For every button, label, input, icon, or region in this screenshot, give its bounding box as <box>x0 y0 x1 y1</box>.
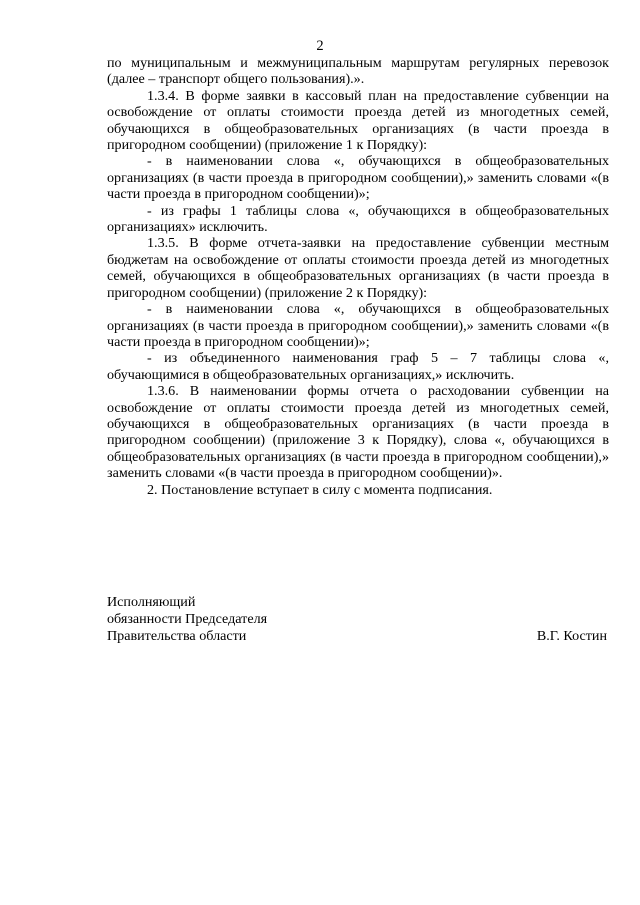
signature-title-line-3: Правительства области <box>107 627 247 644</box>
paragraph-continuation: по муниципальным и межмуниципальным маршрутам регулярных перевозок (далее – транспорт общего пользования).». <box>107 55 609 88</box>
paragraph-1-3-4-item-1: - в наименовании слова «, обучающихся в общеобразовательных организациях (в части проезда в пригородном сообщении),» заменить словами «(в части проезда в пригородном сообщении)»; <box>107 153 609 203</box>
paragraph-1-3-5-item-2: - из объединенного наименования граф 5 – 7 таблицы слова «, обучающимися в общеобразовательных организациях,» исключить. <box>107 350 609 383</box>
paragraph-1-3-4: 1.3.4. В форме заявки в кассовый план на предоставление субвенции на освобождение от оплаты стоимости проезда детей из многодетных семей, обучающихся в общеобразовательных организациях (в части проезда в пригородном сообщении) (приложение 1 к Порядку): <box>107 87 609 154</box>
paragraph-1-3-5-item-1: - в наименовании слова «, обучающихся в общеобразовательных организациях (в части проезда в пригородном сообщении),» заменить словами «(в части проезда в пригородном сообщении)»; <box>107 301 609 350</box>
signature-block <box>107 594 609 644</box>
paragraph-1-3-4-item-2: - из графы 1 таблицы слова «, обучающихся в общеобразовательных организациях» исключить. <box>107 202 609 236</box>
paragraph-1-3-5: 1.3.5. В форме отчета-заявки на предоставление субвенции местным бюджетам на освобождение от оплаты стоимости проезда детей из многодетных семей, обучающихся в общеобразовательных организациях (в части проезда в пригородном сообщении) (приложение 2 к Порядку): <box>107 235 609 301</box>
page-number: 2 <box>316 38 324 54</box>
paragraph-2: 2. Постановление вступает в силу с момента подписания. <box>147 481 493 498</box>
signatory-name: В.Г. Костин <box>536 627 607 644</box>
signature-row <box>107 628 609 645</box>
paragraph-1-3-6: 1.3.6. В наименовании формы отчета о расходовании субвенции на освобождение от оплаты стоимости проезда детей из многодетных семей, обучающихся в общеобразовательных организациях (в части проезда в пригородном сообщении) (приложение 3 к Порядку), слова «, обучающихся в общеобразовательных организациях (в части проезда в пригородном сообщении),» заменить словами «(в части проезда в пригородном сообщении)». <box>107 383 609 482</box>
document-body <box>107 55 609 498</box>
signature-title-line-1: Исполняющий <box>107 594 196 610</box>
signature-title-line-2: обязанности Председателя <box>107 610 268 627</box>
